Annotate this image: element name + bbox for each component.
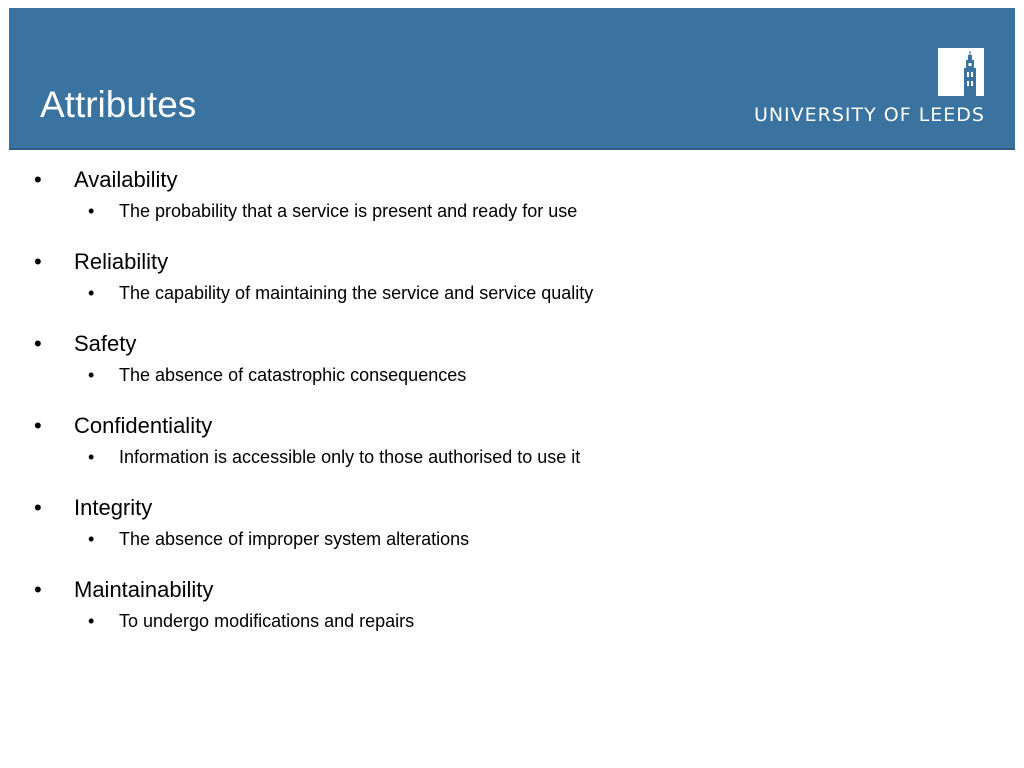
- detail-text: The absence of improper system alterations: [119, 529, 470, 549]
- heading-text: Reliability: [74, 249, 169, 274]
- slide-header: [9, 8, 1015, 150]
- university-tower-icon: [938, 48, 984, 96]
- bullet-icon: •: [34, 249, 42, 274]
- detail-text: The absence of catastrophic consequences: [119, 365, 467, 385]
- bullet-icon: •: [88, 529, 95, 549]
- logo-wordmark: UNIVERSITY OF LEEDS: [753, 104, 985, 126]
- slide-title: Attributes: [40, 84, 197, 125]
- bullet-icon: •: [88, 365, 95, 385]
- detail-text: The capability of maintaining the service and service quality: [119, 283, 594, 303]
- heading-text: Confidentiality: [74, 413, 213, 438]
- list-item: [0, 164, 1024, 224]
- bullet-heading: [0, 328, 1024, 360]
- list-item: [0, 328, 1024, 388]
- bullet-icon: •: [34, 495, 42, 520]
- bullet-icon: •: [88, 283, 95, 303]
- heading-text: Integrity: [74, 495, 153, 520]
- bullet-icon: •: [34, 167, 42, 192]
- bullet-detail: [0, 280, 1024, 306]
- bullet-heading: [0, 492, 1024, 524]
- bullet-detail: [0, 608, 1024, 634]
- detail-text: To undergo modifications and repairs: [119, 611, 415, 631]
- list-item: [0, 574, 1024, 634]
- university-logo: [723, 48, 985, 128]
- bullet-detail: [0, 526, 1024, 552]
- bullet-detail: [0, 444, 1024, 470]
- list-item: [0, 410, 1024, 470]
- heading-text: Safety: [74, 331, 137, 356]
- heading-text: Maintainability: [74, 577, 214, 602]
- bullet-icon: •: [88, 611, 95, 631]
- bullet-icon: •: [34, 413, 42, 438]
- bullet-heading: [0, 246, 1024, 278]
- bullet-list: [0, 164, 1024, 656]
- bullet-icon: •: [88, 201, 95, 221]
- bullet-icon: •: [34, 331, 42, 356]
- bullet-heading: [0, 164, 1024, 196]
- bullet-heading: [0, 574, 1024, 606]
- detail-text: The probability that a service is present and ready for use: [119, 201, 578, 221]
- bullet-icon: •: [34, 577, 42, 602]
- bullet-heading: [0, 410, 1024, 442]
- bullet-icon: •: [88, 447, 95, 467]
- bullet-detail: [0, 198, 1024, 224]
- bullet-detail: [0, 362, 1024, 388]
- list-item: [0, 246, 1024, 306]
- list-item: [0, 492, 1024, 552]
- detail-text: Information is accessible only to those authorised to use it: [119, 447, 581, 467]
- heading-text: Availability: [74, 167, 178, 192]
